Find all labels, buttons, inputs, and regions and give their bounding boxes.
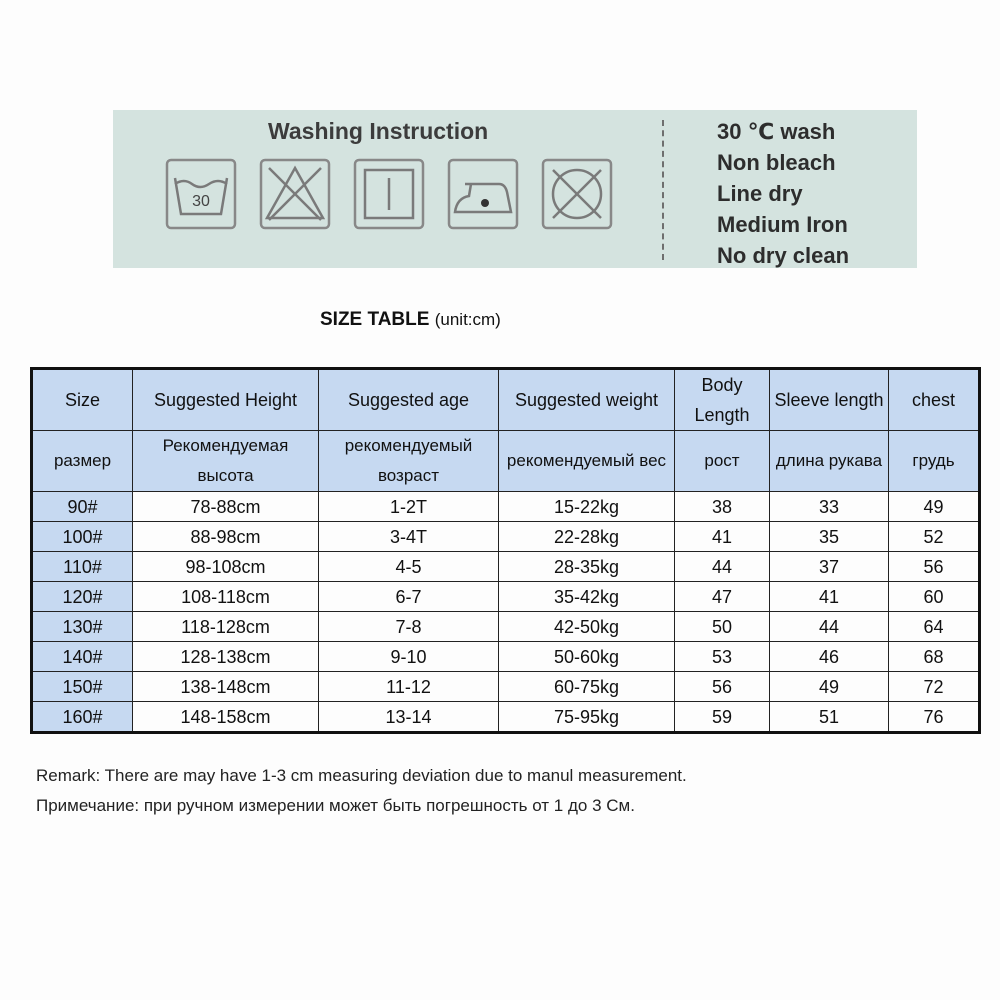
header-chest-ru: грудь bbox=[889, 431, 980, 492]
cell-sleeve-length: 33 bbox=[770, 492, 889, 522]
instruction-dry-clean: No dry clean bbox=[717, 243, 850, 268]
remark-block bbox=[36, 761, 687, 821]
cell-weight: 35-42kg bbox=[499, 582, 675, 612]
cell-height: 88-98cm bbox=[133, 522, 319, 552]
cell-size: 100# bbox=[32, 522, 133, 552]
cell-weight: 42-50kg bbox=[499, 612, 675, 642]
header-sleeve-length: Sleeve length bbox=[770, 369, 889, 431]
header-height: Suggested Height bbox=[133, 369, 319, 431]
cell-height: 108-118cm bbox=[133, 582, 319, 612]
cell-weight: 60-75kg bbox=[499, 672, 675, 702]
cell-weight: 28-35kg bbox=[499, 552, 675, 582]
cell-body-length: 59 bbox=[675, 702, 770, 733]
cell-sleeve-length: 44 bbox=[770, 612, 889, 642]
header-row-russian bbox=[32, 431, 980, 492]
header-size-ru: размер bbox=[32, 431, 133, 492]
wash-30-icon bbox=[165, 158, 237, 230]
svg-text:30: 30 bbox=[192, 193, 210, 210]
header-size: Size bbox=[32, 369, 133, 431]
cell-body-length: 44 bbox=[675, 552, 770, 582]
header-weight: Suggested weight bbox=[499, 369, 675, 431]
cell-height: 138-148cm bbox=[133, 672, 319, 702]
cell-sleeve-length: 35 bbox=[770, 522, 889, 552]
cell-weight: 50-60kg bbox=[499, 642, 675, 672]
cell-age: 13-14 bbox=[319, 702, 499, 733]
header-row-english bbox=[32, 369, 980, 431]
cell-weight: 15-22kg bbox=[499, 492, 675, 522]
line-dry-icon bbox=[353, 158, 425, 230]
cell-sleeve-length: 49 bbox=[770, 672, 889, 702]
cell-size: 120# bbox=[32, 582, 133, 612]
cell-chest: 76 bbox=[889, 702, 980, 733]
table-row bbox=[32, 522, 980, 552]
table-row bbox=[32, 702, 980, 733]
size-table-title bbox=[320, 309, 501, 331]
cell-sleeve-length: 37 bbox=[770, 552, 889, 582]
table-row bbox=[32, 642, 980, 672]
cell-height: 78-88cm bbox=[133, 492, 319, 522]
cell-sleeve-length: 41 bbox=[770, 582, 889, 612]
washing-instruction-panel bbox=[113, 110, 917, 268]
cell-age: 3-4T bbox=[319, 522, 499, 552]
cell-sleeve-length: 46 bbox=[770, 642, 889, 672]
cell-body-length: 56 bbox=[675, 672, 770, 702]
header-sleeve-length-ru: длина рукава bbox=[770, 431, 889, 492]
cell-size: 140# bbox=[32, 642, 133, 672]
cell-chest: 49 bbox=[889, 492, 980, 522]
cell-chest: 52 bbox=[889, 522, 980, 552]
cell-sleeve-length: 51 bbox=[770, 702, 889, 733]
cell-body-length: 41 bbox=[675, 522, 770, 552]
medium-iron-icon bbox=[447, 158, 519, 230]
cell-age: 9-10 bbox=[319, 642, 499, 672]
cell-size: 150# bbox=[32, 672, 133, 702]
table-row bbox=[32, 552, 980, 582]
cell-age: 4-5 bbox=[319, 552, 499, 582]
cell-body-length: 50 bbox=[675, 612, 770, 642]
cell-chest: 64 bbox=[889, 612, 980, 642]
size-table-heading: SIZE TABLE bbox=[320, 309, 430, 330]
cell-weight: 75-95kg bbox=[499, 702, 675, 733]
table-row bbox=[32, 672, 980, 702]
remark-russian: Примечание: при ручном измерении может быть погрешность от 1 до 3 См. bbox=[36, 796, 635, 815]
header-body-length: Body Length bbox=[675, 369, 770, 431]
cell-body-length: 38 bbox=[675, 492, 770, 522]
no-bleach-icon bbox=[259, 158, 331, 230]
cell-size: 130# bbox=[32, 612, 133, 642]
table-row bbox=[32, 612, 980, 642]
cell-age: 7-8 bbox=[319, 612, 499, 642]
instruction-wash: 30 ℃ wash bbox=[717, 119, 836, 144]
cell-height: 128-138cm bbox=[133, 642, 319, 672]
cell-size: 110# bbox=[32, 552, 133, 582]
cell-size: 160# bbox=[32, 702, 133, 733]
header-chest: chest bbox=[889, 369, 980, 431]
header-height-ru: Рекомендуемая высота bbox=[133, 431, 319, 492]
cell-chest: 56 bbox=[889, 552, 980, 582]
cell-height: 148-158cm bbox=[133, 702, 319, 733]
instruction-iron: Medium Iron bbox=[717, 212, 848, 237]
cell-body-length: 47 bbox=[675, 582, 770, 612]
cell-chest: 68 bbox=[889, 642, 980, 672]
no-dry-clean-icon bbox=[541, 158, 613, 230]
size-table-unit: (unit:cm) bbox=[434, 310, 501, 329]
header-age-ru: рекомендуемый возраст bbox=[319, 431, 499, 492]
table-row bbox=[32, 492, 980, 522]
header-age: Suggested age bbox=[319, 369, 499, 431]
cell-body-length: 53 bbox=[675, 642, 770, 672]
cell-chest: 72 bbox=[889, 672, 980, 702]
header-weight-ru: рекомендуемый вес bbox=[499, 431, 675, 492]
instruction-dry: Line dry bbox=[717, 181, 803, 206]
cell-weight: 22-28kg bbox=[499, 522, 675, 552]
table-row bbox=[32, 582, 980, 612]
washing-title: Washing Instruction bbox=[268, 118, 489, 144]
remark-english: Remark: There are may have 1-3 cm measuring deviation due to manul measurement. bbox=[36, 766, 687, 785]
instruction-bleach: Non bleach bbox=[717, 150, 836, 175]
header-body-length-ru: рост bbox=[675, 431, 770, 492]
cell-chest: 60 bbox=[889, 582, 980, 612]
cell-size: 90# bbox=[32, 492, 133, 522]
dashed-divider bbox=[662, 120, 664, 260]
washing-instruction-list bbox=[717, 116, 849, 271]
cell-age: 11-12 bbox=[319, 672, 499, 702]
cell-age: 1-2T bbox=[319, 492, 499, 522]
cell-age: 6-7 bbox=[319, 582, 499, 612]
cell-height: 118-128cm bbox=[133, 612, 319, 642]
cell-height: 98-108cm bbox=[133, 552, 319, 582]
size-table bbox=[30, 367, 981, 734]
